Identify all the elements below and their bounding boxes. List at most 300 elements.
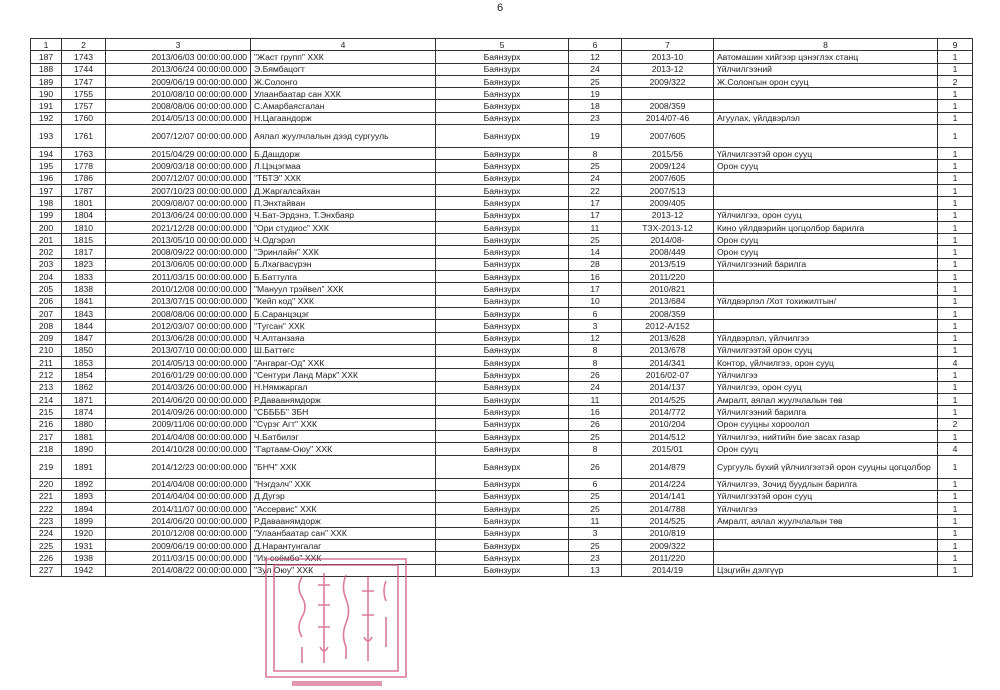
table-row [31,443,973,455]
khoroo-cell: 10 [569,295,622,307]
purpose-cell: Үйлчилгээний [714,63,938,75]
register-id: 1893 [62,490,106,502]
district-cell: Баянзурх [436,539,569,551]
row-number: 200 [31,221,62,233]
purpose-cell: Орон сууц [714,443,938,455]
row-number: 201 [31,234,62,246]
khoroo-cell: 25 [569,490,622,502]
name-cell: "Тугсан" ХХК [251,320,436,332]
date-cell: 2013/07/10 00:00:00.000 [106,344,251,356]
district-cell: Баянзурх [436,209,569,221]
register-id: 1778 [62,160,106,172]
header-row [31,39,973,51]
table-row [31,332,973,344]
permit-cell: 2013/684 [622,295,714,307]
date-cell: 2013/06/03 00:00:00.000 [106,51,251,63]
row-number: 206 [31,295,62,307]
purpose-cell [714,320,938,332]
name-cell: Н.Цагаандорж [251,112,436,124]
name-cell: "Их соёмбо" ХХК [251,552,436,564]
khoroo-cell: 8 [569,357,622,369]
permit-cell: 2007/513 [622,184,714,196]
table-row [31,209,973,221]
district-cell: Баянзурх [436,357,569,369]
count-cell: 1 [938,320,973,332]
district-cell: Баянзурх [436,221,569,233]
permit-cell: 2013-10 [622,51,714,63]
date-cell: 2010/08/10 00:00:00.000 [106,88,251,100]
permit-cell: 2010/821 [622,283,714,295]
purpose-cell: Кино үйлдвэрийн цогцолбор барилга [714,221,938,233]
row-number: 216 [31,418,62,430]
purpose-cell: Үйлдвэрлэл /Хот тохижилтын/ [714,295,938,307]
date-cell: 2009/08/07 00:00:00.000 [106,197,251,209]
count-cell: 1 [938,394,973,406]
khoroo-cell: 25 [569,234,622,246]
count-cell: 1 [938,197,973,209]
purpose-cell: Сургууль бүхий үйлчилгээтэй орон сууцны цогцолбор [714,455,938,478]
purpose-cell [714,527,938,539]
khoroo-cell: 17 [569,283,622,295]
permit-cell: 2008/359 [622,307,714,319]
table-row [31,394,973,406]
name-cell: "Мануул трэйвел" ХХК [251,283,436,295]
row-number: 193 [31,125,62,148]
count-cell: 1 [938,148,973,160]
date-cell: 2009/03/18 00:00:00.000 [106,160,251,172]
name-cell: Аялал жуулчлалын дээд сургууль [251,125,436,148]
district-cell: Баянзурх [436,369,569,381]
row-number: 191 [31,100,62,112]
row-number: 214 [31,394,62,406]
purpose-cell: Үйлчилгээ, орон сууц [714,209,938,221]
name-cell: Ч.Одгэрэл [251,234,436,246]
row-number: 204 [31,271,62,283]
khoroo-cell: 16 [569,406,622,418]
name-cell: Ш.Баттөгс [251,344,436,356]
row-number: 195 [31,160,62,172]
date-cell: 2014/03/26 00:00:00.000 [106,381,251,393]
row-number: 197 [31,184,62,196]
name-cell: Ч.Батбилэг [251,430,436,442]
table-row [31,63,973,75]
row-number: 194 [31,148,62,160]
register-id: 1838 [62,283,106,295]
column-header-6: 6 [569,39,622,51]
row-number: 213 [31,381,62,393]
permit-cell: 2007/605 [622,172,714,184]
register-id: 1871 [62,394,106,406]
count-cell: 1 [938,406,973,418]
register-id: 1815 [62,234,106,246]
table-body [31,51,973,577]
permit-cell: 2014/07-46 [622,112,714,124]
count-cell: 1 [938,430,973,442]
date-cell: 2013/05/10 00:00:00.000 [106,234,251,246]
register-id: 1755 [62,88,106,100]
date-cell: 2013/06/24 00:00:00.000 [106,63,251,75]
date-cell: 2011/03/15 00:00:00.000 [106,552,251,564]
name-cell: "Ангараг-Од" ХХК [251,357,436,369]
date-cell: 2014/04/08 00:00:00.000 [106,430,251,442]
district-cell: Баянзурх [436,246,569,258]
name-cell: "БНЧ" ХХК [251,455,436,478]
column-header-2: 2 [62,39,106,51]
column-header-4: 4 [251,39,436,51]
register-id: 1761 [62,125,106,148]
permit-cell: 2014/525 [622,394,714,406]
khoroo-cell: 19 [569,125,622,148]
date-cell: 2009/06/19 00:00:00.000 [106,539,251,551]
count-cell: 1 [938,221,973,233]
purpose-cell: Үйлчилгээ, Зочид буудлын барилга [714,478,938,490]
khoroo-cell: 13 [569,564,622,576]
purpose-cell: Амралт, аялал жуулчлалын төв [714,515,938,527]
count-cell: 1 [938,527,973,539]
permit-cell: 2014/08- [622,234,714,246]
table-row [31,197,973,209]
table-row [31,564,973,576]
register-id: 1833 [62,271,106,283]
register-id: 1810 [62,221,106,233]
table-row [31,527,973,539]
district-cell: Баянзурх [436,283,569,295]
table-row [31,295,973,307]
purpose-cell: Орон сууц [714,160,938,172]
purpose-cell: Үйлчилгээ [714,369,938,381]
permit-cell: 2013-12 [622,63,714,75]
table-row [31,271,973,283]
row-number: 218 [31,443,62,455]
date-cell: 2014/08/22 00:00:00.000 [106,564,251,576]
permit-cell: 2008/449 [622,246,714,258]
district-cell: Баянзурх [436,406,569,418]
date-cell: 2007/10/23 00:00:00.000 [106,184,251,196]
purpose-cell: Үйлчилгээтэй орон сууц [714,490,938,502]
date-cell: 2014/09/26 00:00:00.000 [106,406,251,418]
permit-cell: 2011/220 [622,271,714,283]
permit-cell: 2014/772 [622,406,714,418]
district-cell: Баянзурх [436,418,569,430]
date-cell: 2012/03/07 00:00:00.000 [106,320,251,332]
district-cell: Баянзурх [436,564,569,576]
khoroo-cell: 8 [569,148,622,160]
count-cell: 1 [938,455,973,478]
district-cell: Баянзурх [436,148,569,160]
name-cell: Р.Даваанямдорж [251,394,436,406]
count-cell: 1 [938,125,973,148]
table-row [31,539,973,551]
permit-cell: 2014/788 [622,503,714,515]
row-number: 188 [31,63,62,75]
permit-cell: 2010/204 [622,418,714,430]
count-cell: 1 [938,344,973,356]
count-cell: 1 [938,564,973,576]
date-cell: 2014/05/13 00:00:00.000 [106,112,251,124]
khoroo-cell: 25 [569,539,622,551]
khoroo-cell: 26 [569,369,622,381]
count-cell: 4 [938,443,973,455]
table-row [31,406,973,418]
khoroo-cell: 3 [569,320,622,332]
permit-cell: 2010/819 [622,527,714,539]
date-cell: 2016/01/29 00:00:00.000 [106,369,251,381]
name-cell: Э.Бямбацогт [251,63,436,75]
permit-cell: 2009/322 [622,539,714,551]
khoroo-cell: 23 [569,112,622,124]
permit-cell: 2013/678 [622,344,714,356]
row-number: 189 [31,75,62,87]
count-cell: 2 [938,75,973,87]
register-id: 1931 [62,539,106,551]
register-id: 1853 [62,357,106,369]
register-id: 1862 [62,381,106,393]
register-id: 1899 [62,515,106,527]
purpose-cell [714,184,938,196]
row-number: 207 [31,307,62,319]
khoroo-cell: 14 [569,246,622,258]
district-cell: Баянзурх [436,63,569,75]
row-number: 220 [31,478,62,490]
district-cell: Баянзурх [436,320,569,332]
name-cell: "Сентури Ланд Марк" ХХК [251,369,436,381]
district-cell: Баянзурх [436,490,569,502]
row-number: 215 [31,406,62,418]
table-row [31,88,973,100]
count-cell: 1 [938,552,973,564]
purpose-cell: Үйлчилгээний барилга [714,406,938,418]
permit-cell: 2008/359 [622,100,714,112]
permit-cell: 2014/341 [622,357,714,369]
row-number: 221 [31,490,62,502]
table-row [31,552,973,564]
district-cell: Баянзурх [436,332,569,344]
khoroo-cell: 17 [569,209,622,221]
column-header-1: 1 [31,39,62,51]
count-cell: 1 [938,88,973,100]
purpose-cell: Орон сууцны хороолол [714,418,938,430]
name-cell: Ч.Алтанзаяа [251,332,436,344]
permit-cell: 2011/220 [622,552,714,564]
purpose-cell: Контор, үйлчилгээ, орон сууц [714,357,938,369]
khoroo-cell: 12 [569,332,622,344]
date-cell: 2015/04/29 00:00:00.000 [106,148,251,160]
count-cell: 1 [938,258,973,270]
khoroo-cell: 19 [569,88,622,100]
name-cell: Ж.Солонго [251,75,436,87]
row-number: 198 [31,197,62,209]
district-cell: Баянзурх [436,515,569,527]
date-cell: 2014/04/04 00:00:00.000 [106,490,251,502]
row-number: 212 [31,369,62,381]
count-cell: 1 [938,381,973,393]
register-id: 1757 [62,100,106,112]
name-cell: Н.Нямжаргал [251,381,436,393]
count-cell: 1 [938,63,973,75]
count-cell: 1 [938,51,973,63]
row-number: 199 [31,209,62,221]
khoroo-cell: 25 [569,430,622,442]
date-cell: 2014/04/08 00:00:00.000 [106,478,251,490]
row-number: 190 [31,88,62,100]
khoroo-cell: 25 [569,503,622,515]
table-row [31,246,973,258]
khoroo-cell: 17 [569,197,622,209]
count-cell: 1 [938,478,973,490]
name-cell: Р.Даваанямдорж [251,515,436,527]
permit-cell: 2014/141 [622,490,714,502]
date-cell: 2013/06/05 00:00:00.000 [106,258,251,270]
register-id: 1804 [62,209,106,221]
count-cell: 1 [938,246,973,258]
register-id: 1841 [62,295,106,307]
name-cell: "Ори студиос" ХХК [251,221,436,233]
register-id: 1847 [62,332,106,344]
district-cell: Баянзурх [436,100,569,112]
count-cell: 1 [938,490,973,502]
khoroo-cell: 24 [569,381,622,393]
district-cell: Баянзурх [436,271,569,283]
district-cell: Баянзурх [436,125,569,148]
table-row [31,75,973,87]
register-id: 1747 [62,75,106,87]
column-header-3: 3 [106,39,251,51]
permit-cell [622,88,714,100]
district-cell: Баянзурх [436,381,569,393]
table-row [31,160,973,172]
table-row [31,125,973,148]
district-cell: Баянзурх [436,430,569,442]
khoroo-cell: 24 [569,63,622,75]
name-cell: Улаанбаатар сан ХХК [251,88,436,100]
date-cell: 2013/06/28 00:00:00.000 [106,332,251,344]
row-number: 187 [31,51,62,63]
register-id: 1843 [62,307,106,319]
count-cell: 1 [938,307,973,319]
row-number: 203 [31,258,62,270]
row-number: 210 [31,344,62,356]
permit-cell: ТЗХ-2013-12 [622,221,714,233]
permit-cell: 2014/512 [622,430,714,442]
khoroo-cell: 12 [569,51,622,63]
row-number: 227 [31,564,62,576]
khoroo-cell: 25 [569,160,622,172]
date-cell: 2008/08/06 00:00:00.000 [106,100,251,112]
district-cell: Баянзурх [436,478,569,490]
khoroo-cell: 11 [569,221,622,233]
purpose-cell [714,172,938,184]
district-cell: Баянзурх [436,112,569,124]
row-number: 226 [31,552,62,564]
district-cell: Баянзурх [436,552,569,564]
table-row [31,234,973,246]
khoroo-cell: 11 [569,515,622,527]
table-row [31,344,973,356]
district-cell: Баянзурх [436,443,569,455]
row-number: 208 [31,320,62,332]
table-row [31,258,973,270]
register-id: 1817 [62,246,106,258]
district-cell: Баянзурх [436,51,569,63]
permit-cell: 2012-А/152 [622,320,714,332]
register-id: 1763 [62,148,106,160]
purpose-cell [714,271,938,283]
register-id: 1920 [62,527,106,539]
name-cell: "Сүрэг Агт" ХХК [251,418,436,430]
count-cell: 1 [938,271,973,283]
name-cell: Ч.Бат-Эрдэнэ, Т.Энхбаяр [251,209,436,221]
name-cell: Д.Жаргалсайхан [251,184,436,196]
date-cell: 2013/07/15 00:00:00.000 [106,295,251,307]
purpose-cell: Үйлчилгээ, нийтийн бие засах газар [714,430,938,442]
count-cell: 1 [938,503,973,515]
register-id: 1850 [62,344,106,356]
table-row [31,455,973,478]
table-row [31,515,973,527]
name-cell: П.Энхтайван [251,197,436,209]
column-header-7: 7 [622,39,714,51]
name-cell: Б.Баттулга [251,271,436,283]
purpose-cell: Цэцгийн дэлгүүр [714,564,938,576]
row-number: 225 [31,539,62,551]
row-number: 217 [31,430,62,442]
purpose-cell [714,125,938,148]
count-cell: 1 [938,209,973,221]
table-row [31,307,973,319]
date-cell: 2009/06/19 00:00:00.000 [106,75,251,87]
date-cell: 2014/10/28 00:00:00.000 [106,443,251,455]
purpose-cell [714,197,938,209]
table-row [31,112,973,124]
name-cell: Д.Нарантунгалаг [251,539,436,551]
register-table [30,38,973,577]
district-cell: Баянзурх [436,344,569,356]
register-id: 1760 [62,112,106,124]
district-cell: Баянзурх [436,455,569,478]
count-cell: 1 [938,100,973,112]
table-row [31,184,973,196]
date-cell: 2008/09/22 00:00:00.000 [106,246,251,258]
name-cell: Б.Саранцэцэг [251,307,436,319]
purpose-cell: Үйлчилгээтэй орон сууц [714,148,938,160]
name-cell: "Кейп код" ХХК [251,295,436,307]
name-cell: Д.Дугэр [251,490,436,502]
page-number: 6 [496,2,504,14]
name-cell: "Жаст групп" ХХК [251,51,436,63]
count-cell: 1 [938,283,973,295]
table-row [31,51,973,63]
register-id: 1938 [62,552,106,564]
permit-cell: 2014/19 [622,564,714,576]
count-cell: 1 [938,234,973,246]
permit-cell: 2013/628 [622,332,714,344]
count-cell: 1 [938,539,973,551]
date-cell: 2010/12/08 00:00:00.000 [106,283,251,295]
permit-cell: 2015/01 [622,443,714,455]
name-cell: "Эринлайн" ХХК [251,246,436,258]
district-cell: Баянзурх [436,258,569,270]
purpose-cell [714,283,938,295]
date-cell: 2014/06/20 00:00:00.000 [106,515,251,527]
count-cell: 1 [938,515,973,527]
khoroo-cell: 11 [569,394,622,406]
table-row [31,221,973,233]
khoroo-cell: 8 [569,443,622,455]
district-cell: Баянзурх [436,88,569,100]
column-header-8: 8 [714,39,938,51]
count-cell: 1 [938,112,973,124]
district-cell: Баянзурх [436,295,569,307]
